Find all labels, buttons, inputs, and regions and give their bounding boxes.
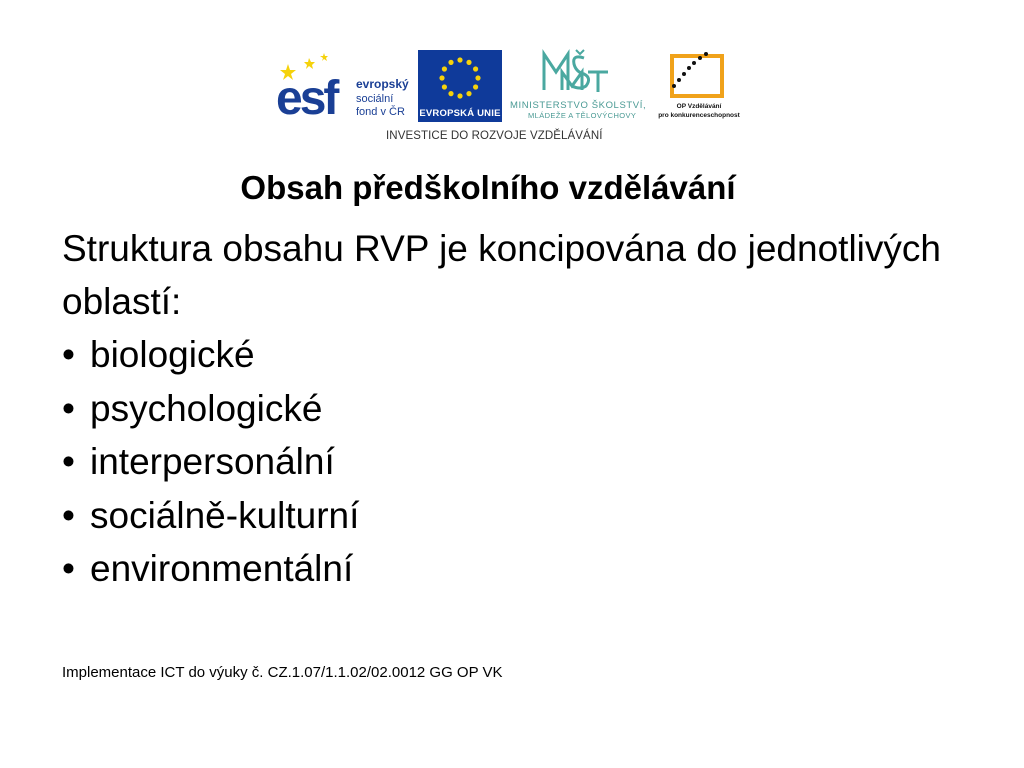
msmt-logo-graphic: [508, 46, 648, 122]
bullet-glyph: •: [62, 334, 75, 375]
esf-logo-graphic: [274, 48, 410, 120]
opvk-line2: pro konkurenceschopnost: [658, 112, 740, 119]
bullet-text: environmentální: [90, 548, 354, 589]
bullet-glyph: •: [62, 441, 75, 482]
bullet-text: psychologické: [90, 387, 323, 429]
bullet-glyph: •: [62, 387, 75, 429]
list-item: [62, 489, 359, 543]
investice-tagline: INVESTICE DO ROZVOJE VZDĚLÁVÁNÍ: [386, 130, 603, 142]
esf-line1: evropský: [356, 77, 409, 91]
list-item: [62, 435, 359, 489]
msmt-line1: MINISTERSTVO ŠKOLSTVÍ,: [510, 100, 647, 111]
bullet-text: interpersonální: [90, 441, 335, 482]
slide-title: Obsah předškolního vzdělávání: [240, 169, 736, 206]
eu-flag-icon: [418, 50, 502, 106]
bullet-list: [62, 328, 359, 596]
esf-mark: esf: [276, 72, 337, 120]
esf-logo: [274, 48, 410, 120]
bullet-text: biologické: [90, 334, 255, 375]
opvk-line1: OP Vzdělávání: [676, 103, 722, 110]
logo-banner: [270, 44, 750, 144]
footer-note: Implementace ICT do výuky č. CZ.1.07/1.1.02/02.0012 GG OP VK: [62, 664, 503, 681]
bullet-text: sociálně-kulturní: [90, 494, 360, 536]
msmt-logo: [508, 46, 648, 122]
eu-logo: [418, 50, 502, 122]
eu-label: EVROPSKÁ UNIE: [418, 106, 502, 122]
list-item: [62, 382, 359, 436]
slide-intro: Struktura obsahu RVP je koncipována do jednotlivých oblastí:: [62, 228, 941, 322]
list-item: [62, 328, 359, 382]
opvk-logo: [654, 46, 744, 122]
msmt-line2: MLÁDEŽE A TĚLOVÝCHOVY: [528, 111, 637, 120]
bullet-glyph: •: [62, 548, 75, 589]
esf-line3: fond v ČR: [356, 106, 405, 118]
opvk-logo-graphic: [654, 46, 744, 122]
bullet-glyph: •: [62, 494, 75, 536]
list-item: [62, 542, 359, 596]
esf-line2: sociální: [356, 93, 394, 105]
